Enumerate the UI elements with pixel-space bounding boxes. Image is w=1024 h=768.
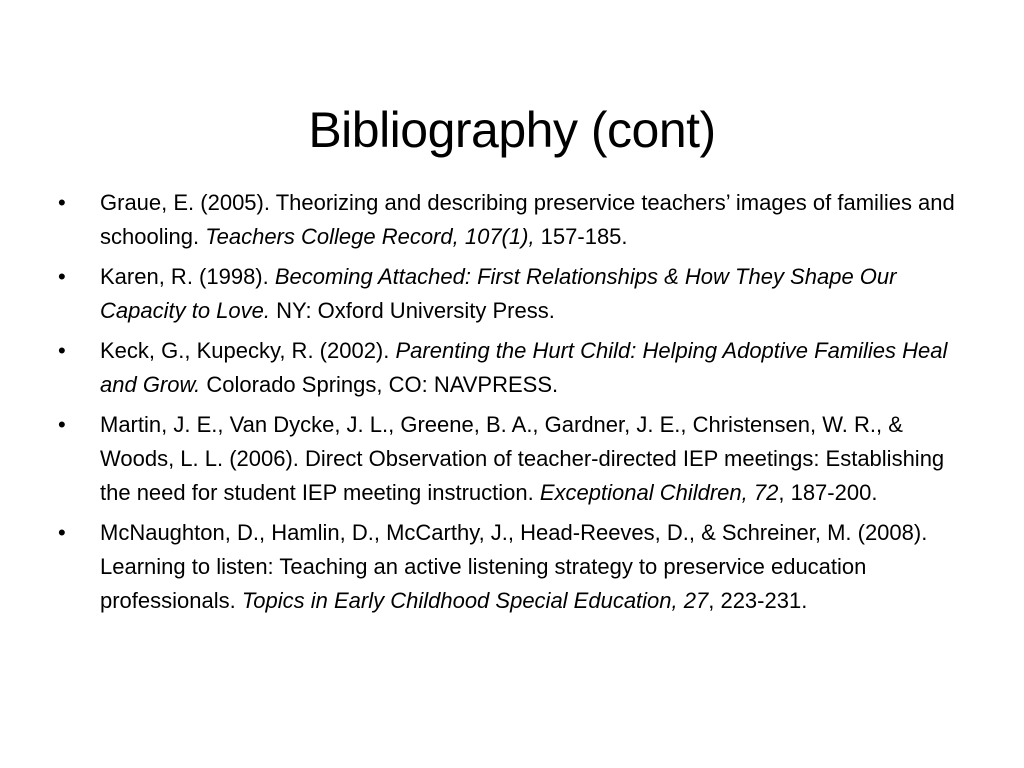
bullet-icon: • [58,338,66,363]
reference-item [58,334,958,402]
reference-item [58,260,958,328]
reference-item [58,408,958,510]
reference-authors-title: Keck, G., Kupecky, R. (2002). [100,338,396,363]
bullet-icon: • [58,412,66,437]
reference-authors-title: Karen, R. (1998). [100,264,275,289]
reference-authors-title: McNaughton, D., Hamlin, D., McCarthy, J., Head-Reeves, D., & Schreiner, M. (2008). Learning to listen: Teaching an active listening strategy to preservice education professionals. [100,520,928,613]
reference-source: Topics in Early Childhood Special Education, 27 [241,588,709,613]
reference-item [58,186,958,254]
bullet-icon: • [58,520,66,545]
reference-source: Exceptional Children, 72 [539,480,779,505]
reference-pages: Colorado Springs, CO: NAVPRESS. [200,372,559,397]
reference-pages: NY: Oxford University Press. [269,298,555,323]
reference-source: Becoming Attached: First Relationships & How They Shape Our Capacity to Love. [100,264,897,323]
reference-pages: , 223-231. [708,588,808,613]
reference-source: Teachers College Record, 107(1), [205,224,535,249]
reference-authors-title: Graue, E. (2005). Theorizing and describing preservice teachers’ images of families and schooling. [100,190,955,249]
reference-pages: 157-185. [534,224,628,249]
bullet-icon: • [58,190,66,215]
reference-authors-title: Martin, J. E., Van Dycke, J. L., Greene, B. A., Gardner, J. E., Christensen, W. R., & Woods, L. L. (2006). Direct Observation of teacher-directed IEP meetings: Establishing the need for student IEP meeting instruction. [100,412,945,505]
bullet-icon: • [58,264,66,289]
reference-source: Parenting the Hurt Child: Helping Adoptive Families Heal and Grow. [100,338,948,397]
slide-title: Bibliography (cont) [308,101,716,158]
reference-pages: , 187-200. [778,480,878,505]
reference-item [58,516,958,618]
reference-list [58,186,958,624]
